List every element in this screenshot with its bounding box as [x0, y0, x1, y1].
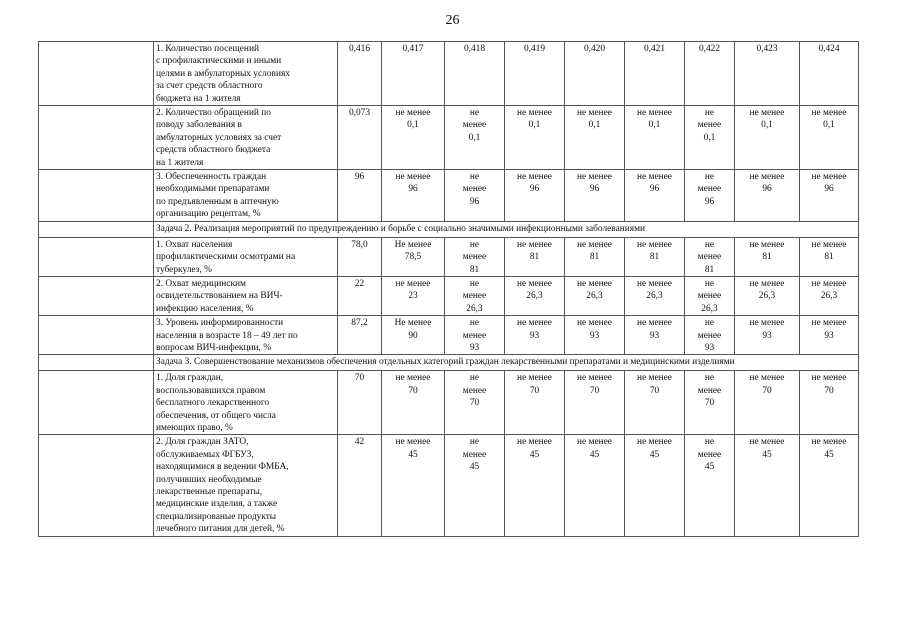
blank-cell [39, 42, 154, 106]
target-value: не менее 45 [382, 435, 445, 537]
table-row [39, 170, 859, 222]
target-value: не менее 26,3 [505, 276, 565, 315]
indicator-name: 1. Охват населения профилактическими осмотрами на туберкулез, % [154, 237, 338, 276]
target-value: не менее 70 [800, 371, 859, 435]
target-value: не менее 45 [800, 435, 859, 537]
table-row [39, 237, 859, 276]
target-value: не менее 0,1 [735, 106, 800, 170]
target-value: не менее 81 [565, 237, 625, 276]
base-value: 87,2 [338, 316, 382, 355]
target-value: не менее 70 [685, 371, 735, 435]
target-value: не менее 96 [735, 170, 800, 222]
target-value: не менее 0,1 [505, 106, 565, 170]
target-value: 0,419 [505, 42, 565, 106]
target-value: не менее 96 [382, 170, 445, 222]
target-value: не менее 93 [565, 316, 625, 355]
blank-cell [39, 170, 154, 222]
target-value: не менее 45 [735, 435, 800, 537]
base-value: 96 [338, 170, 382, 222]
target-value: не менее 70 [565, 371, 625, 435]
target-value: не менее 0,1 [382, 106, 445, 170]
target-value: не менее 96 [800, 170, 859, 222]
target-value: не менее 96 [565, 170, 625, 222]
table-row [39, 371, 859, 435]
target-value: 0,418 [445, 42, 505, 106]
target-value: 0,422 [685, 42, 735, 106]
target-value: не менее 70 [505, 371, 565, 435]
base-value: 0,073 [338, 106, 382, 170]
target-value: не менее 26,3 [565, 276, 625, 315]
target-value: не менее 45 [685, 435, 735, 537]
base-value: 42 [338, 435, 382, 537]
target-value: не менее 45 [505, 435, 565, 537]
base-value: 78,0 [338, 237, 382, 276]
blank-cell [39, 371, 154, 435]
target-value: Не менее 90 [382, 316, 445, 355]
target-value: не менее 93 [445, 316, 505, 355]
target-value: не менее 26,3 [800, 276, 859, 315]
indicator-name: 3. Уровень информированности населения в возрасте 18 – 49 лет по вопросам ВИЧ-инфекции, % [154, 316, 338, 355]
target-value: 0,420 [565, 42, 625, 106]
target-value: не менее 96 [445, 170, 505, 222]
target-value: не менее 70 [625, 371, 685, 435]
target-value: не менее 93 [505, 316, 565, 355]
target-value: не менее 81 [625, 237, 685, 276]
indicator-name: 2. Охват медицинским освидетельствованием на ВИЧ- инфекцию населения, % [154, 276, 338, 315]
indicator-name: 3. Обеспеченность граждан необходимыми препаратами по предъявленным в аптечную организацию рецептам, % [154, 170, 338, 222]
page-number: 26 [445, 13, 460, 28]
blank-cell [39, 316, 154, 355]
base-value: 22 [338, 276, 382, 315]
target-value: не менее 96 [625, 170, 685, 222]
blank-cell [39, 276, 154, 315]
target-value: не менее 45 [565, 435, 625, 537]
target-value: не менее 93 [800, 316, 859, 355]
blank-cell [39, 237, 154, 276]
target-value: 0,423 [735, 42, 800, 106]
target-value: не менее 23 [382, 276, 445, 315]
task-row [39, 221, 859, 237]
target-value: не менее 0,1 [445, 106, 505, 170]
target-value: не менее 26,3 [445, 276, 505, 315]
base-value: 70 [338, 371, 382, 435]
blank-cell [39, 106, 154, 170]
target-value: не менее 81 [800, 237, 859, 276]
target-value: не менее 26,3 [625, 276, 685, 315]
target-value: не менее 96 [685, 170, 735, 222]
target-value: не менее 70 [382, 371, 445, 435]
target-value: не менее 0,1 [625, 106, 685, 170]
target-value: не менее 0,1 [800, 106, 859, 170]
target-value: не менее 93 [735, 316, 800, 355]
table-row [39, 435, 859, 537]
base-value: 0,416 [338, 42, 382, 106]
target-value: не менее 0,1 [565, 106, 625, 170]
indicator-name: 1. Количество посещений с профилактическими и иными целями в амбулаторных условиях за счет средств областного бюджета на 1 жителя [154, 42, 338, 106]
target-value: 0,421 [625, 42, 685, 106]
target-value: не менее 81 [505, 237, 565, 276]
target-value: не менее 93 [625, 316, 685, 355]
target-value: не менее 81 [735, 237, 800, 276]
table-row [39, 42, 859, 106]
indicator-name: 2. Доля граждан ЗАТО, обслуживаемых ФГБУЗ, находящимися в ведении ФМБА, получивших необходимые лекарственные препараты, медицинские изделия, а также специализированые продукты лечебного питания для детей, % [154, 435, 338, 537]
target-value: не менее 70 [735, 371, 800, 435]
target-value: не менее 26,3 [735, 276, 800, 315]
target-value: не менее 81 [445, 237, 505, 276]
table-row [39, 316, 859, 355]
target-value: не менее 0,1 [685, 106, 735, 170]
task-heading: Задача 2. Реализация мероприятий по предупреждению и борьбе с социально значимыми инфекционными заболеваниями [154, 221, 859, 237]
target-value: не менее 70 [445, 371, 505, 435]
table-row [39, 106, 859, 170]
blank-cell [39, 221, 154, 237]
target-value: 0,417 [382, 42, 445, 106]
target-value: Не менее 78,5 [382, 237, 445, 276]
task-row [39, 355, 859, 371]
indicator-name: 1. Доля граждан, воспользовавшихся правом бесплатного лекарственного обеспечения, от общего числа имеющих право, % [154, 371, 338, 435]
table-row [39, 276, 859, 315]
target-value: не менее 45 [445, 435, 505, 537]
blank-cell [39, 435, 154, 537]
blank-cell [39, 355, 154, 371]
target-value: не менее 81 [685, 237, 735, 276]
task-heading: Задача 3. Совершенствование механизмов обеспечения отдельных категорий граждан лекарственными препаратами и медицинскими изделиями [154, 355, 859, 371]
target-value: не менее 93 [685, 316, 735, 355]
target-value: не менее 45 [625, 435, 685, 537]
target-value: не менее 26,3 [685, 276, 735, 315]
indicator-name: 2. Количество обращений по поводу заболевания в амбулаторных условиях за счет средств областного бюджета на 1 жителя [154, 106, 338, 170]
target-value: не менее 96 [505, 170, 565, 222]
target-value: 0,424 [800, 42, 859, 106]
indicators-table [38, 41, 859, 537]
